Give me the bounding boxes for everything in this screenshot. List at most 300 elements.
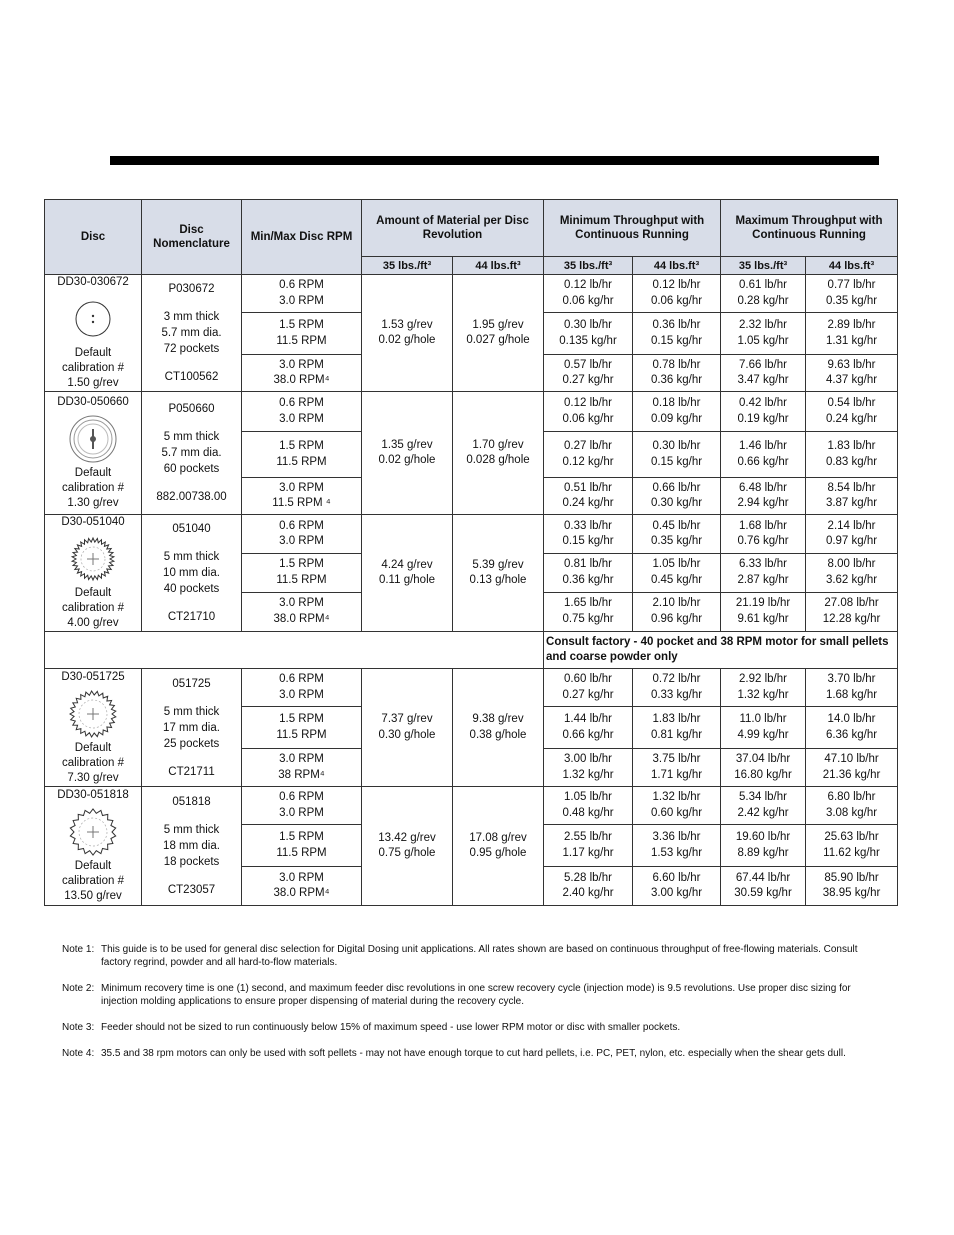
disc-calibration: calibration # [61, 482, 124, 494]
throughput-value: 0.33 lb/hr [564, 519, 612, 532]
throughput-max44-cell [806, 478, 898, 515]
rpm-value: 3.0 RPM [279, 294, 324, 307]
amount-35-cell [362, 669, 453, 787]
throughput-value: 1.71 kg/hr [650, 768, 703, 781]
disc-ct-number: CT21711 [168, 765, 215, 778]
amount-value: 0.11 g/hole [378, 574, 436, 586]
disc-calibration: Default [74, 467, 112, 479]
disc-ct-number: 882.00738.00 [156, 491, 227, 503]
amount-value: 1.53 g/rev [381, 318, 433, 331]
amount-35-cell [362, 392, 453, 515]
note-item [62, 982, 882, 1008]
amount-value: 1.70 g/rev [472, 438, 524, 451]
throughput-min35-cell [544, 707, 633, 749]
throughput-min35-cell [544, 592, 633, 631]
throughput-value: 2.42 kg/hr [737, 806, 789, 819]
rpm-value: 0.6 RPM [279, 673, 324, 685]
throughput-max35-cell [721, 825, 806, 867]
throughput-value: 38.95 kg/hr [822, 887, 881, 899]
throughput-value: 6.60 lb/hr [652, 871, 701, 884]
throughput-value: 1.32 kg/hr [737, 688, 789, 701]
rpm-value: 3.0 RPM [279, 481, 324, 494]
throughput-max35-cell [721, 432, 806, 478]
throughput-value: 1.65 lb/hr [564, 597, 612, 610]
throughput-max35-cell [721, 392, 806, 432]
disc-spec: 25 pockets [163, 737, 220, 750]
subheader-min-35: 35 lbs./ft³ [544, 257, 633, 275]
rpm-value: 11.5 RPM [276, 455, 327, 468]
throughput-value: 0.12 lb/hr [564, 279, 612, 291]
spacer [144, 597, 239, 609]
disc-calibration: 1.30 g/rev [67, 497, 119, 509]
throughput-max44-cell [806, 432, 898, 478]
disc-spec: 18 mm dia. [163, 840, 220, 852]
throughput-max35-cell [721, 749, 806, 787]
amount-value: 0.95 g/hole [469, 847, 527, 859]
throughput-value: 0.66 kg/hr [737, 455, 789, 468]
blank-cell [45, 632, 544, 669]
throughput-value: 47.10 lb/hr [824, 753, 879, 765]
disc-icon [68, 534, 118, 584]
amount-value: 0.13 g/hole [469, 574, 527, 586]
throughput-value: 0.51 lb/hr [564, 481, 612, 494]
throughput-value: 0.35 kg/hr [825, 294, 878, 307]
disc-icon-part [76, 302, 110, 336]
amount-value: 9.38 g/rev [472, 713, 524, 725]
throughput-max35-cell [721, 867, 806, 906]
table-row [45, 392, 898, 432]
disc-cell [45, 275, 142, 392]
throughput-min35-cell [544, 275, 633, 313]
throughput-max44-cell [806, 707, 898, 749]
disc-calibration: calibration # [61, 756, 124, 769]
disc-model: D30-051725 [61, 670, 125, 683]
throughput-value: 1.44 lb/hr [564, 713, 612, 725]
throughput-value: 1.05 lb/hr [564, 791, 612, 803]
rpm-cell [242, 313, 362, 355]
disc-icon [68, 807, 118, 857]
rpm-value: 3.0 RPM [279, 688, 324, 701]
throughput-value: 0.33 kg/hr [650, 688, 703, 701]
throughput-min35-cell [544, 515, 633, 554]
rpm-value: 0.6 RPM [279, 791, 324, 803]
disc-spec: 5.7 mm dia. [161, 447, 222, 459]
throughput-value: 0.96 kg/hr [650, 612, 703, 625]
throughput-min44-cell [633, 554, 721, 592]
amount-value: 7.37 g/rev [381, 713, 433, 725]
disc-icon-part [92, 315, 94, 317]
throughput-value: 30.59 kg/hr [734, 887, 792, 899]
amount-44-cell [453, 669, 544, 787]
throughput-value: 8.89 kg/hr [737, 846, 789, 859]
throughput-max44-cell [806, 867, 898, 906]
disc-calibration: Default [74, 741, 112, 754]
table-row [45, 669, 898, 707]
throughput-value: 0.81 kg/hr [650, 728, 703, 741]
spacer [144, 810, 239, 822]
rpm-cell [242, 669, 362, 707]
disc-icon-part [92, 321, 94, 323]
note-text: Minimum recovery time is one (1) second, and maximum feeder disc revolutions in one screw recovery cycle (injection mode) is 9.5 revolutions. Use proper disc sizing for injection molding applications to ensure proper dispensing of material during the recovery cycle. [101, 983, 851, 1007]
spacer [144, 357, 239, 369]
note-label: Note 1: [62, 944, 95, 955]
disc-calibration: Default [74, 860, 112, 872]
throughput-value: 9.63 lb/hr [827, 358, 876, 371]
throughput-value: 0.27 kg/hr [562, 374, 614, 386]
throughput-value: 85.90 lb/hr [824, 871, 879, 884]
throughput-max44-cell [806, 554, 898, 592]
throughput-min35-cell [544, 825, 633, 867]
throughput-value: 0.06 kg/hr [562, 294, 614, 307]
throughput-max35-cell [721, 313, 806, 355]
throughput-max44-cell [806, 392, 898, 432]
disc-calibration: 7.30 g/rev [67, 771, 119, 784]
throughput-max35-cell [721, 787, 806, 825]
throughput-value: 4.37 kg/hr [825, 374, 878, 386]
subheader-min-44: 44 lbs.ft³ [633, 257, 721, 275]
disc-calibration: Default [74, 587, 112, 599]
amount-value: 0.02 g/hole [378, 454, 436, 466]
throughput-min44-cell [633, 515, 721, 554]
throughput-value: 6.48 lb/hr [739, 481, 787, 494]
disc-calibration: 13.50 g/rev [64, 890, 122, 902]
throughput-max44-cell [806, 749, 898, 787]
note-label: Note 4: [62, 1048, 95, 1059]
throughput-value: 2.40 kg/hr [562, 887, 614, 899]
disc-icon [68, 689, 118, 739]
throughput-value: 21.36 kg/hr [822, 768, 881, 781]
throughput-value: 16.80 kg/hr [734, 768, 792, 781]
throughput-value: 0.66 kg/hr [562, 728, 614, 741]
throughput-max35-cell [721, 592, 806, 631]
throughput-value: 25.63 lb/hr [824, 831, 879, 843]
throughput-min35-cell [544, 669, 633, 707]
throughput-value: 0.45 kg/hr [650, 573, 703, 586]
throughput-value: 6.80 lb/hr [827, 791, 876, 803]
disc-calibration: 1.50 g/rev [67, 377, 119, 389]
disc-spec: 5 mm thick [163, 824, 220, 836]
disc-ct-number: CT23057 [167, 884, 216, 896]
rpm-cell [242, 867, 362, 906]
disc-cell [45, 669, 142, 787]
rpm-cell [242, 478, 362, 515]
rpm-value: 3.0 RPM [279, 535, 324, 548]
amount-44-cell [453, 275, 544, 392]
note-text: 35.5 and 38 rpm motors can only be used with soft pellets - may not have enough torque to cut hard pellets, i.e. PC, PET, nylon, etc. especially when the shear gets dull. [101, 1048, 846, 1059]
disc-part-number: 051725 [172, 677, 211, 690]
disc-part-number: P030672 [168, 283, 215, 295]
disc-cell [45, 515, 142, 632]
rpm-value: 11.5 RPM [276, 573, 327, 586]
disc-model: DD30-030672 [57, 276, 129, 288]
throughput-value: 0.28 kg/hr [737, 294, 789, 307]
throughput-value: 1.53 kg/hr [650, 846, 703, 859]
rpm-cell [242, 554, 362, 592]
throughput-max35-cell [721, 355, 806, 392]
subheader-max-44: 44 lbs.ft³ [806, 257, 898, 275]
disc-model: DD30-050660 [57, 396, 129, 408]
disc-selection-table [44, 199, 898, 906]
note-item [62, 943, 882, 969]
rpm-cell [242, 355, 362, 392]
rpm-value: 3.0 RPM [279, 597, 324, 610]
throughput-value: 0.27 lb/hr [564, 440, 612, 452]
throughput-value: 7.66 lb/hr [739, 358, 787, 371]
throughput-value: 1.83 lb/hr [652, 713, 701, 725]
disc-spec: 17 mm dia. [163, 721, 220, 734]
amount-value: 4.24 g/rev [381, 558, 433, 571]
disc-cell [45, 787, 142, 906]
disc-calibration: calibration # [61, 362, 124, 374]
throughput-value: 0.42 lb/hr [739, 397, 787, 409]
throughput-value: 67.44 lb/hr [735, 871, 791, 884]
table-row [45, 787, 898, 825]
throughput-value: 0.60 kg/hr [650, 806, 703, 819]
throughput-value: 0.77 lb/hr [827, 279, 876, 291]
nomenclature-cell [142, 275, 242, 392]
throughput-value: 1.32 kg/hr [562, 768, 614, 781]
throughput-value: 2.55 lb/hr [564, 831, 612, 843]
throughput-value: 1.05 lb/hr [652, 558, 701, 571]
throughput-value: 0.30 kg/hr [650, 497, 703, 509]
disc-icon-part [90, 436, 96, 442]
rpm-cell [242, 592, 362, 631]
throughput-value: 0.18 lb/hr [652, 397, 701, 409]
rpm-value: 3.0 RPM [279, 358, 324, 371]
throughput-max35-cell [721, 515, 806, 554]
note-text: Feeder should not be sized to run continuously below 15% of maximum speed - use lower RPM motor or disc with smaller pockets. [101, 1022, 681, 1033]
note-text: This guide is to be used for general disc selection for Digital Dosing unit applications. All rates shown are based on continuous throughput of free-flowing materials. Consult factory regrind, powder and all hard-to-flow materials. [101, 944, 858, 968]
notes-section [62, 943, 882, 1073]
throughput-value: 8.54 lb/hr [827, 481, 876, 494]
throughput-value: 2.87 kg/hr [737, 573, 789, 586]
throughput-max35-cell [721, 669, 806, 707]
throughput-value: 0.30 lb/hr [564, 319, 612, 331]
nomenclature-cell [142, 787, 242, 906]
throughput-value: 0.15 kg/hr [650, 455, 703, 468]
throughput-max44-cell [806, 787, 898, 825]
consult-row [45, 632, 898, 669]
rpm-value: 1.5 RPM [279, 319, 324, 331]
amount-value: 0.028 g/hole [466, 454, 530, 466]
throughput-value: 3.00 kg/hr [650, 887, 703, 899]
spacer [144, 477, 239, 489]
throughput-value: 0.30 lb/hr [652, 440, 701, 452]
table-row [45, 515, 898, 554]
throughput-value: 0.12 lb/hr [564, 397, 612, 409]
rpm-cell [242, 392, 362, 432]
amount-value: 0.38 g/hole [469, 728, 527, 741]
throughput-value: 1.31 kg/hr [825, 334, 878, 347]
rpm-value: 38 RPM⁴ [278, 768, 325, 781]
subheader-amount-44: 44 lbs.ft³ [453, 257, 544, 275]
disc-spec: 72 pockets [163, 343, 220, 355]
rpm-cell [242, 515, 362, 554]
disc-icon [68, 294, 118, 344]
throughput-min44-cell [633, 787, 721, 825]
throughput-value: 0.12 kg/hr [562, 455, 614, 468]
throughput-max44-cell [806, 313, 898, 355]
amount-35-cell [362, 515, 453, 632]
throughput-value: 2.14 lb/hr [827, 519, 876, 532]
throughput-min44-cell [633, 355, 721, 392]
rpm-value: 11.5 RPM ⁴ [272, 497, 331, 509]
throughput-value: 1.68 lb/hr [739, 519, 787, 532]
amount-value: 0.75 g/hole [378, 847, 436, 859]
header-rule [110, 156, 879, 165]
throughput-min44-cell [633, 669, 721, 707]
table-row [45, 275, 898, 313]
spacer [144, 870, 239, 882]
disc-spec: 5.7 mm dia. [161, 327, 222, 339]
throughput-value: 27.08 lb/hr [824, 597, 879, 610]
throughput-max44-cell [806, 355, 898, 392]
throughput-min35-cell [544, 392, 633, 432]
consult-factory-note: Consult factory - 40 pocket and 38 RPM motor for small pellets and coarse powder only [544, 632, 898, 669]
throughput-value: 0.83 kg/hr [825, 455, 878, 468]
throughput-value: 0.15 kg/hr [562, 535, 614, 548]
spacer [144, 417, 239, 429]
throughput-min35-cell [544, 355, 633, 392]
amount-value: 5.39 g/rev [472, 558, 524, 571]
rpm-cell [242, 707, 362, 749]
throughput-value: 2.32 lb/hr [739, 319, 787, 331]
disc-spec: 40 pockets [163, 583, 220, 595]
throughput-value: 3.75 lb/hr [652, 753, 701, 765]
disc-part-number: 051040 [172, 523, 211, 535]
note-item [62, 1021, 882, 1034]
throughput-value: 1.32 lb/hr [652, 791, 701, 803]
nomenclature-cell [142, 392, 242, 515]
throughput-value: 0.78 lb/hr [652, 358, 701, 371]
throughput-value: 0.36 kg/hr [562, 573, 614, 586]
throughput-min44-cell [633, 825, 721, 867]
disc-ct-number: CT100562 [164, 371, 219, 383]
throughput-min44-cell [633, 592, 721, 631]
spacer [144, 297, 239, 309]
throughput-value: 3.36 lb/hr [652, 831, 701, 843]
throughput-max35-cell [721, 275, 806, 313]
header-nomenclature: Disc Nomenclature [142, 200, 242, 275]
throughput-value: 0.57 lb/hr [564, 358, 612, 371]
rpm-cell [242, 432, 362, 478]
throughput-value: 0.09 kg/hr [650, 412, 703, 425]
throughput-value: 0.72 lb/hr [652, 673, 701, 685]
rpm-value: 38.0 RPM⁴ [273, 612, 330, 625]
rpm-value: 38.0 RPM⁴ [273, 374, 330, 386]
amount-value: 1.95 g/rev [472, 318, 524, 331]
disc-model: DD30-051818 [57, 789, 129, 801]
throughput-value: 12.28 kg/hr [822, 612, 881, 625]
header-max-throughput: Maximum Throughput with Continuous Running [721, 200, 898, 257]
amount-value: 0.30 g/hole [378, 728, 436, 741]
throughput-max44-cell [806, 592, 898, 631]
throughput-value: 19.60 lb/hr [735, 831, 791, 843]
disc-spec: 10 mm dia. [163, 567, 220, 579]
throughput-value: 0.48 kg/hr [562, 806, 614, 819]
amount-35-cell [362, 275, 453, 392]
throughput-value: 3.62 kg/hr [825, 573, 878, 586]
throughput-value: 0.97 kg/hr [825, 535, 878, 548]
rpm-value: 3.0 RPM [279, 753, 324, 765]
rpm-value: 3.0 RPM [279, 871, 324, 884]
throughput-value: 0.45 lb/hr [652, 519, 701, 532]
throughput-value: 2.10 lb/hr [652, 597, 701, 610]
throughput-value: 0.61 lb/hr [739, 279, 787, 291]
spacer [144, 692, 239, 704]
rpm-value: 11.5 RPM [276, 846, 327, 859]
rpm-value: 3.0 RPM [279, 806, 324, 819]
disc-spec: 5 mm thick [163, 431, 220, 443]
throughput-min35-cell [544, 432, 633, 478]
throughput-value: 3.87 kg/hr [825, 497, 878, 509]
disc-icon [68, 414, 118, 464]
throughput-value: 21.19 lb/hr [735, 597, 791, 610]
throughput-max44-cell [806, 275, 898, 313]
throughput-value: 0.60 lb/hr [564, 673, 612, 685]
subheader-amount-35: 35 lbs./ft³ [362, 257, 453, 275]
throughput-value: 2.89 lb/hr [827, 319, 876, 331]
header-rpm: Min/Max Disc RPM [242, 200, 362, 275]
nomenclature-cell [142, 669, 242, 787]
disc-spec: 3 mm thick [163, 311, 220, 323]
throughput-max35-cell [721, 554, 806, 592]
throughput-min35-cell [544, 478, 633, 515]
note-label: Note 3: [62, 1022, 95, 1033]
throughput-value: 11.0 lb/hr [739, 713, 787, 725]
rpm-value: 1.5 RPM [279, 558, 324, 571]
throughput-value: 1.05 kg/hr [737, 334, 789, 347]
throughput-value: 4.99 kg/hr [737, 728, 789, 741]
throughput-value: 6.33 lb/hr [739, 558, 787, 571]
rpm-value: 0.6 RPM [279, 279, 324, 291]
throughput-min44-cell [633, 432, 721, 478]
disc-calibration: 4.00 g/rev [67, 617, 119, 629]
rpm-value: 1.5 RPM [279, 831, 324, 843]
throughput-value: 3.08 kg/hr [825, 806, 878, 819]
throughput-value: 0.135 kg/hr [559, 334, 617, 347]
throughput-value: 5.34 lb/hr [739, 791, 787, 803]
rpm-value: 38.0 RPM⁴ [273, 887, 330, 899]
throughput-value: 0.75 kg/hr [562, 612, 614, 625]
amount-44-cell [453, 787, 544, 906]
throughput-value: 0.06 kg/hr [562, 412, 614, 425]
amount-44-cell [453, 515, 544, 632]
throughput-value: 0.76 kg/hr [737, 535, 789, 548]
rpm-value: 11.5 RPM [276, 334, 327, 347]
disc-calibration: calibration # [61, 602, 124, 614]
rpm-cell [242, 749, 362, 787]
throughput-value: 0.36 lb/hr [652, 319, 701, 331]
throughput-value: 1.83 lb/hr [827, 440, 876, 452]
throughput-value: 3.00 lb/hr [564, 753, 612, 765]
rpm-cell [242, 787, 362, 825]
throughput-value: 6.36 kg/hr [825, 728, 878, 741]
disc-calibration: calibration # [61, 875, 124, 887]
throughput-min44-cell [633, 275, 721, 313]
throughput-value: 0.24 kg/hr [825, 412, 878, 425]
disc-spec: 5 mm thick [163, 705, 220, 718]
throughput-value: 8.00 lb/hr [827, 558, 876, 571]
throughput-value: 0.15 kg/hr [650, 334, 703, 347]
disc-part-number: P050660 [168, 403, 215, 415]
throughput-value: 1.68 kg/hr [825, 688, 878, 701]
throughput-value: 0.35 kg/hr [650, 535, 703, 548]
throughput-value: 0.24 kg/hr [562, 497, 614, 509]
rpm-value: 11.5 RPM [276, 728, 327, 741]
disc-calibration: Default [74, 347, 112, 359]
spacer [144, 752, 239, 764]
